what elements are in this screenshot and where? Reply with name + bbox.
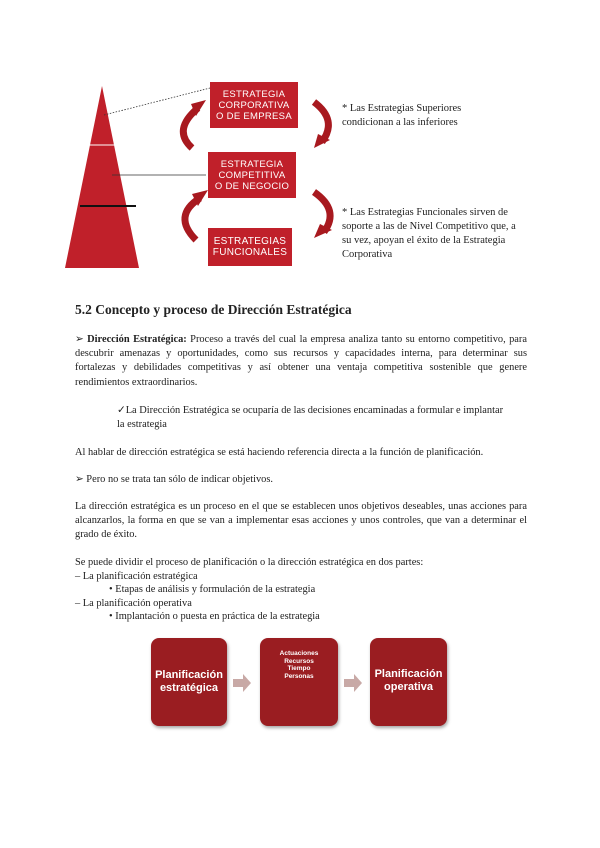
flow-arrow-icon <box>344 674 364 692</box>
flow-box-planificacion-estrategica <box>151 638 227 726</box>
list-subitem: • Implantación o puesta en práctica de la estrategia <box>109 611 320 622</box>
flow-label: Personas <box>284 672 314 680</box>
objectives-bullet: ➢ Pero no se trata tan sólo de indicar objetivos. <box>75 474 274 485</box>
list-item: – La planificación operativa <box>75 598 192 609</box>
box-line: CORPORATIVA <box>218 99 290 111</box>
note-line: condicionan a las inferiores <box>342 117 458 128</box>
flow-label: Recursos <box>284 657 314 665</box>
note-line: Corporativa <box>342 249 393 260</box>
flow-label: operativa <box>384 681 433 693</box>
list-item: – La planificación estratégica <box>75 571 198 582</box>
box-estrategia-competitiva <box>208 152 296 198</box>
flow-label: Planificación <box>374 668 443 680</box>
flow-label: Actuaciones <box>279 650 319 657</box>
check-line-2: la estrategia <box>117 419 167 430</box>
box-line: ESTRATEGIAS <box>213 236 287 247</box>
check-line-1: ✓La Dirección Estratégica se ocuparía de las decisiones encaminadas a formular e implantar <box>117 405 504 416</box>
list-intro: Se puede dividir el proceso de planificación o la dirección estratégica en dos partes: <box>75 557 424 568</box>
flow-box-planificacion-operativa <box>370 638 447 726</box>
box-line: COMPETITIVA <box>218 169 286 181</box>
flow-label: estratégica <box>159 682 219 694</box>
definition-text: Proceso a través del cual la empresa analiza tanto su entorno competitivo, para descubrir amenazas y oportunidades, como sus recursos y capacidades interna, para determinar sus fortalezas y debilidades competitivas y así obtener una ventaja competitiva sostenible que genere rendimientos extraordinarios. <box>75 334 527 388</box>
process-paragraph: La dirección estratégica es un proceso en el que se establecen unos objetivos deseables, unas acciones para alcanzarlos, la forma en que se van a implementar esas acciones y unos controles, que van a determinar el grado de éxito. <box>75 501 527 541</box>
planning-paragraph: Al hablar de dirección estratégica se está haciendo referencia directa a la función de planificación. <box>75 447 484 458</box>
section-title: 5.2 Concepto y proceso de Dirección Estratégica <box>75 302 352 317</box>
box-line: O DE NEGOCIO <box>214 180 290 192</box>
box-line: ESTRATEGIA <box>220 158 284 170</box>
note-line: soporte a las de Nivel Competitivo que, a <box>342 221 516 232</box>
flow-label: Planificación <box>155 669 223 681</box>
note-line: * Las Estrategias Superiores <box>342 103 462 114</box>
note-line: * Las Estrategias Funcionales sirven de <box>342 207 508 218</box>
definition-paragraph <box>75 333 527 390</box>
flow-arrow-icon <box>233 674 253 692</box>
box-line: ESTRATEGIA <box>222 88 286 100</box>
pyramid <box>65 86 139 268</box>
flow-box-recursos <box>260 638 338 726</box>
box-line: O DE EMPRESA <box>216 110 292 122</box>
flow-label: Tiempo <box>287 665 311 672</box>
box-line: FUNCIONALES <box>212 247 288 258</box>
list-subitem: • Etapas de análisis y formulación de la estrategia <box>109 584 316 595</box>
box-estrategia-corporativa <box>210 82 298 128</box>
note-funcionales <box>342 206 516 262</box>
arrow-bullet-icon: ➢ <box>75 334 88 345</box>
definition-term: Dirección Estratégica: <box>87 334 187 345</box>
note-line: su vez, apoyan el éxito de la Estrategia <box>342 235 506 246</box>
box-estrategias-funcionales <box>208 228 292 266</box>
note-superiores <box>342 102 461 130</box>
